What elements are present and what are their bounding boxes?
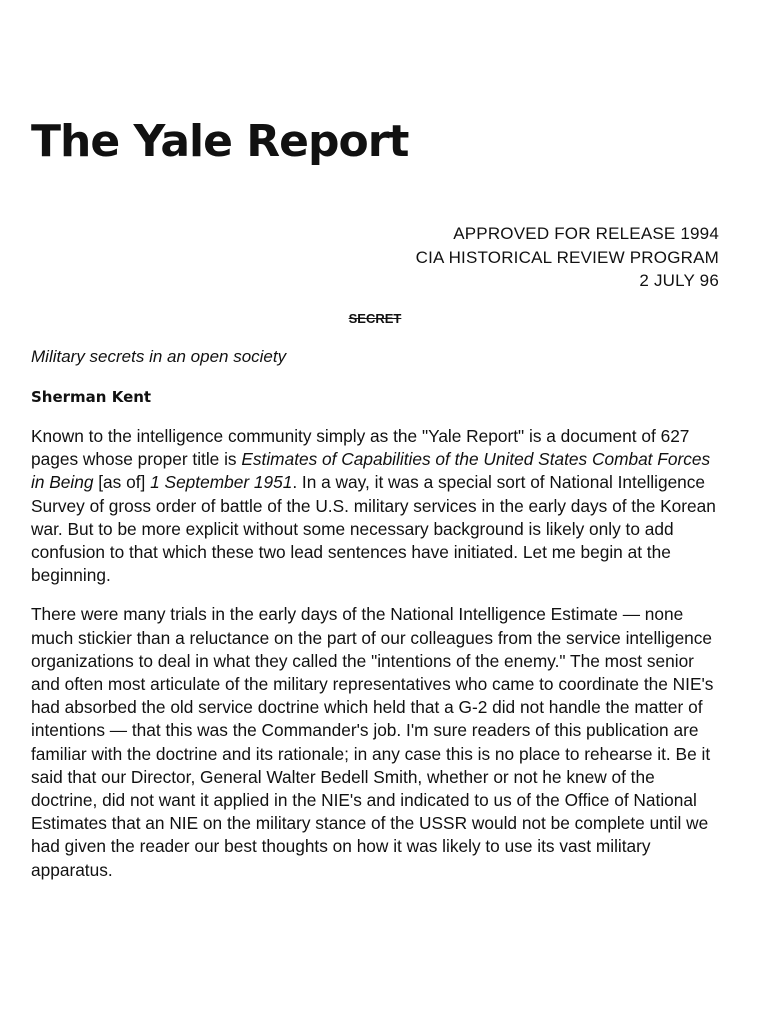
release-line-date: 2 JULY 96 <box>639 271 719 290</box>
paragraph-2: There were many trials in the early days of the National Intelligence Estimate — none much stickier than a reluctance on the part of our colleagues from the service intelligence organizations to deal in what they called the "intentions of the enemy." The most senior and often most articulate of the military representatives who came to coordinate the NIE's had absorbed the old service doctrine which held that a G-2 did not handle the matter of intentions — that this was the Commander's job. I'm sure readers of this publication are familiar with the doctrine and its rationale; in any case this is no place to rehearse it. Be it said that our Director, General Walter Bedell Smith, whether or not he knew of the doctrine, did not want it applied in the NIE's and indicated to us of the Office of National Estimates that an NIE on the military stance of the USSR would not be complete until we had given the reader our best thoughts on how it was likely to use its vast military apparatus. <box>31 604 714 880</box>
release-line-program: CIA HISTORICAL REVIEW PROGRAM <box>415 247 719 267</box>
release-line-approved: APPROVED FOR RELEASE 1994 <box>453 224 719 243</box>
article-subtitle: Military secrets in an open society <box>31 347 287 366</box>
paragraph-1 <box>31 425 721 587</box>
paragraph-1-text-c: . In a way, it was a special sort of National Intelligence Survey of gross order of battle of the U.S. military services in the early days of the Korean war. But to be more explicit without some necessary background is likely only to add confusion to that which these two lead sentences have initiated. Let me begin at the beginning. <box>31 472 716 586</box>
page-title: The Yale Report <box>31 116 409 167</box>
author-name: Sherman Kent <box>31 388 152 406</box>
report-date-italic: 1 September 1951 <box>150 472 293 493</box>
article-body <box>31 425 721 898</box>
paragraph-1-text-b: [as of] <box>93 472 151 493</box>
paragraph-1-text-a: Known to the intelligence community simply as the "Yale Report" is a document of 627 pages whose proper title is <box>31 426 690 470</box>
release-stamp <box>416 222 719 293</box>
report-title-italic: Estimates of Capabilities of the United States Combat Forces in Being <box>31 449 711 493</box>
classification-marking: SECRET <box>348 311 402 326</box>
